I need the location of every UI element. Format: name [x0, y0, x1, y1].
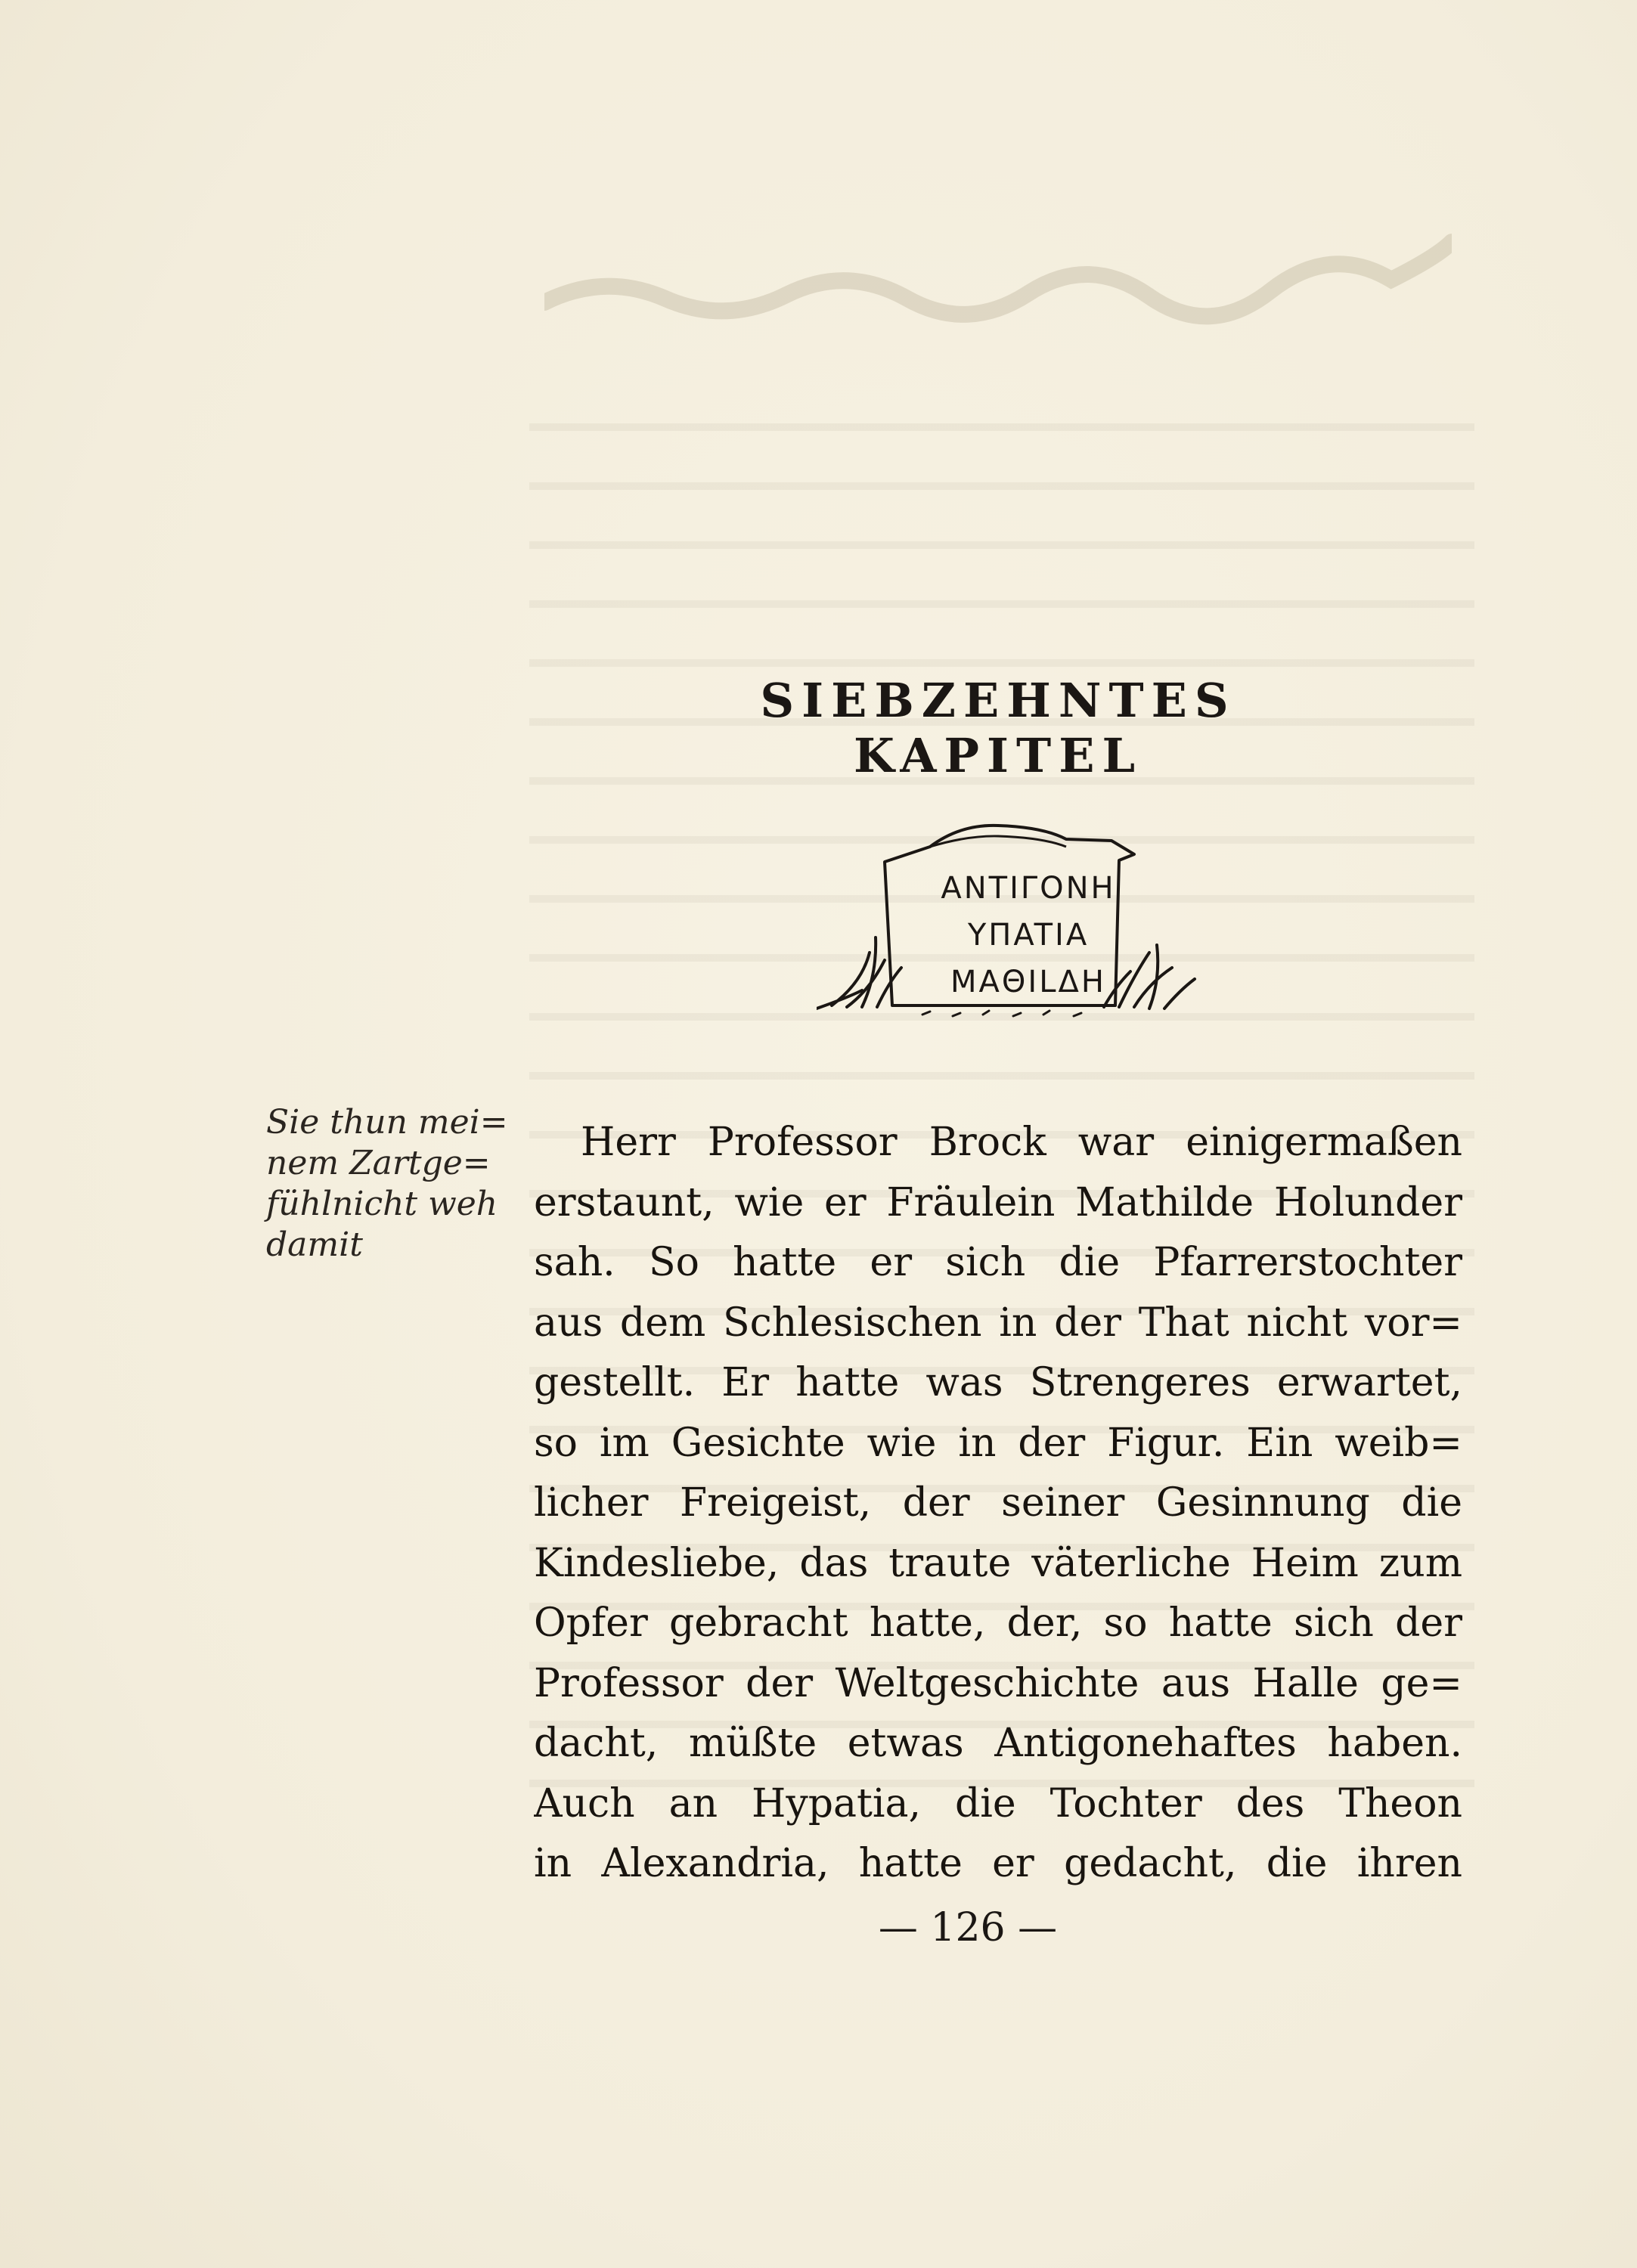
text-line: erstaunt, wie er Fräulein Mathilde Holunder	[534, 1179, 1462, 1225]
text-line: Auch an Hypatia, die Tochter des Theon	[534, 1780, 1462, 1826]
text-line: Opfer gebracht hatte, der, so hatte sich der	[534, 1600, 1462, 1646]
marginal-note-line: nem Zartge=	[266, 1144, 491, 1182]
text-line: Kindesliebe, das traute väterliche Heim zum	[534, 1540, 1462, 1586]
marginal-note	[266, 1102, 523, 1266]
text-line: Professor der Weltgeschichte aus Halle ge=	[534, 1660, 1462, 1706]
text-line: in Alexandria, hatte er gedacht, die ihren	[534, 1841, 1462, 1886]
inscription-line-3: MAΘILΔH	[950, 965, 1106, 999]
marginal-note-line: damit	[266, 1225, 363, 1264]
marginal-note-line: fühlnicht weh	[266, 1185, 498, 1223]
inscription-line-2: YΠATIA	[967, 918, 1090, 953]
text-line: licher Freigeist, der seiner Gesinnung die	[534, 1480, 1462, 1526]
text-line: dacht, müßte etwas Antigonehaftes haben.	[534, 1721, 1462, 1766]
text-line: so im Gesichte wie in der Figur. Ein weib=	[534, 1420, 1462, 1466]
body-text	[534, 1113, 1462, 1895]
text-line: aus dem Schlesischen in der That nicht vor=	[534, 1300, 1462, 1346]
tombstone-illustration	[817, 816, 1240, 1043]
text-line: gestellt. Er hatte was Strengeres erwartet,	[534, 1360, 1462, 1405]
text-line: Herr Professor Brock war einigermaßen	[581, 1120, 1462, 1165]
inscription-line-1: ANTIΓONH	[941, 871, 1116, 906]
decorative-wave-bleedthrough	[544, 227, 1452, 348]
marginal-note-line: Sie thun mei=	[266, 1103, 508, 1142]
page-number: — 126 —	[878, 1905, 1058, 1950]
text-line: sah. So hatte er sich die Pfarrerstochter	[534, 1240, 1462, 1285]
chapter-title: SIEBZEHNTES KAPITEL	[760, 673, 1236, 783]
